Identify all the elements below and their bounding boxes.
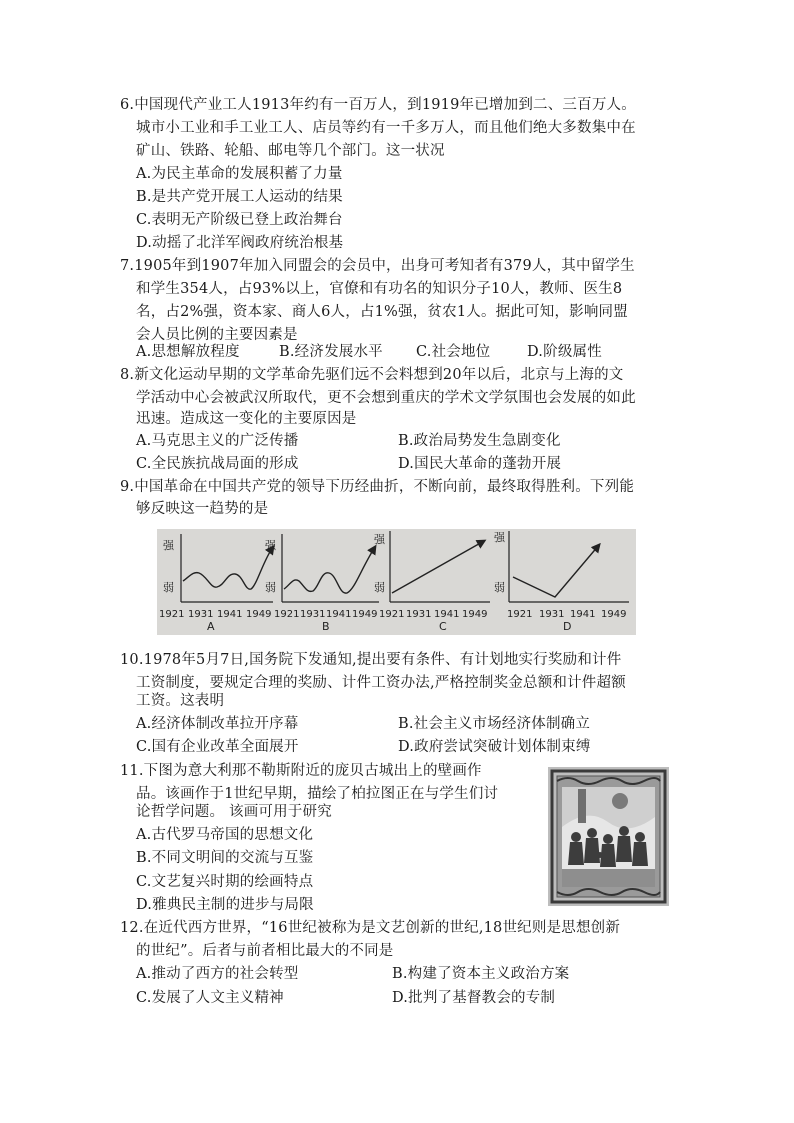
q12-stem-line-2: 的世纪”。后者与前者相比最大的不同是 xyxy=(136,943,394,959)
panel-b-tick-1931: 1931 xyxy=(300,609,326,620)
panel-b-letter: B xyxy=(322,620,330,633)
q6-stem-line-1: 6.中国现代产业工人1913年约有一百万人，到1919年已增加到二、三百万人。 xyxy=(120,97,636,113)
panel-c-strong-label: 强 xyxy=(374,533,385,546)
q8-stem-line-2: 学活动中心会被武汉所取代，更不会想到重庆的学术文学氛围也会发展的如此 xyxy=(136,390,636,406)
q9-stem-line-1: 9.中国革命在中国共产党的领导下历经曲折，不断向前，最终取得胜利。下列能 xyxy=(120,479,635,495)
q9-trend-figure xyxy=(157,529,636,635)
q11-option-d[interactable]: D.雅典民主制的进步与局限 xyxy=(136,897,314,913)
q10-option-b[interactable]: B.社会主义市场经济体制确立 xyxy=(398,716,591,732)
q10-option-a[interactable]: A.经济体制改革拉开序幕 xyxy=(136,716,299,732)
q8-option-d[interactable]: D.国民大革命的蓬勃开展 xyxy=(398,456,562,472)
q9-panel-a[interactable] xyxy=(159,534,273,633)
q8-stem-line-1: 8.新文化运动早期的文学革命先驱们远不会料想到20年以后，北京与上海的文 xyxy=(120,367,624,383)
panel-a-tick-1949: 1949 xyxy=(246,609,272,620)
panel-c-tick-1941: 1941 xyxy=(434,609,460,620)
panel-d-tick-1921: 1921 xyxy=(507,609,533,620)
q9-panel-d[interactable] xyxy=(494,531,629,633)
panel-b-tick-1921: 1921 xyxy=(274,609,300,620)
q11-option-c[interactable]: C.文艺复兴时期的绘画特点 xyxy=(136,874,314,890)
panel-d-tick-1949: 1949 xyxy=(601,609,627,620)
q6-stem-line-2: 城市小工业和手工业工人、店员等约有一千多万人，而且他们绝大多数集中在 xyxy=(136,120,636,136)
q11-stem-line-3: 论哲学问题。 该画可用于研究 xyxy=(136,804,332,820)
panel-d-letter: D xyxy=(563,620,572,633)
panel-d-weak-label: 弱 xyxy=(494,581,505,594)
q9-trend-svg xyxy=(157,529,636,635)
q7-option-a[interactable]: A.思想解放程度 xyxy=(136,344,240,360)
q6-option-b[interactable]: B.是共产党开展工人运动的结果 xyxy=(136,189,343,205)
panel-c-letter: C xyxy=(439,620,447,633)
q9-panel-b[interactable] xyxy=(265,534,379,633)
q6-stem-line-3: 矿山、铁路、轮船、邮电等几个部门。这一状况 xyxy=(136,143,445,159)
q7-stem-line-3: 名，占2%强，资本家、商人6人，占1%强，贫农1人。据此可知，影响同盟 xyxy=(136,304,628,320)
q8-option-b[interactable]: B.政治局势发生急剧变化 xyxy=(398,433,561,449)
q8-stem-line-3: 迅速。造成这一变化的主要原因是 xyxy=(136,411,357,427)
panel-a-letter: A xyxy=(207,620,215,633)
q9-panel-c[interactable] xyxy=(374,531,490,633)
panel-c-tick-1931: 1931 xyxy=(406,609,432,620)
q10-option-d[interactable]: D.政府尝试突破计划体制束缚 xyxy=(398,739,591,755)
q6-option-c[interactable]: C.表明无产阶级已登上政治舞台 xyxy=(136,212,343,228)
q7-option-b[interactable]: B.经济发展水平 xyxy=(279,344,383,360)
q11-option-a[interactable]: A.古代罗马帝国的思想文化 xyxy=(136,827,314,843)
q11-fresco-image xyxy=(548,767,669,906)
q10-stem-line-2: 工资制度，要规定合理的奖励、计件工资办法,严格控制奖金总额和计件超额 xyxy=(136,675,626,691)
q8-option-a[interactable]: A.马克思主义的广泛传播 xyxy=(136,433,299,449)
panel-b-weak-label: 弱 xyxy=(265,581,276,594)
q7-option-d[interactable]: D.阶级属性 xyxy=(527,344,602,360)
fresco-illustration xyxy=(548,767,669,906)
q11-option-b[interactable]: B.不同文明间的交流与互鉴 xyxy=(136,850,314,866)
panel-a-curve xyxy=(183,547,273,589)
q10-stem-line-1: 10.1978年5月7日,国务院下发通知,提出要有条件、有计划地实行奖励和计件 xyxy=(120,652,622,668)
panel-a-weak-label: 弱 xyxy=(163,581,174,594)
q12-option-d[interactable]: D.批判了基督教会的专制 xyxy=(392,990,556,1006)
panel-a-tick-1931: 1931 xyxy=(188,609,214,620)
panel-d-tick-1931: 1931 xyxy=(539,609,565,620)
panel-a-strong-label: 强 xyxy=(163,539,174,552)
q7-stem-line-2: 和学生354人，占93%以上，官僚和有功名的知识分子10人，教师、医生8 xyxy=(136,281,623,297)
q7-option-c[interactable]: C.社会地位 xyxy=(416,344,491,360)
panel-c-weak-label: 弱 xyxy=(374,581,385,594)
q12-option-c[interactable]: C.发展了人文主义精神 xyxy=(136,990,284,1006)
panel-a-tick-1941: 1941 xyxy=(217,609,243,620)
q11-stem-line-1: 11.下图为意大利那不勒斯附近的庞贝古城出上的壁画作 xyxy=(120,763,482,779)
panel-d-line xyxy=(513,545,599,597)
panel-c-line xyxy=(392,541,484,593)
panel-d-tick-1941: 1941 xyxy=(570,609,596,620)
q6-option-d[interactable]: D.动摇了北洋军阀政府统治根基 xyxy=(136,235,344,251)
panel-a-tick-1921: 1921 xyxy=(159,609,185,620)
panel-b-tick-1941: 1941 xyxy=(326,609,352,620)
q11-stem-line-2: 品。该画作于1世纪早期，描绘了柏拉图正在与学生们讨 xyxy=(136,786,499,802)
q12-option-b[interactable]: B.构建了资本主义政治方案 xyxy=(392,966,570,982)
q7-stem-line-4: 会人员比例的主要因素是 xyxy=(136,327,298,343)
panel-b-curve xyxy=(284,547,375,593)
panel-d-strong-label: 强 xyxy=(494,531,505,544)
q12-stem-line-1: 12.在近代西方世界，“16世纪被称为是文艺创新的世纪,18世纪则是思想创新 xyxy=(120,920,621,936)
q8-option-c[interactable]: C.全民族抗战局面的形成 xyxy=(136,456,299,472)
q7-stem-line-1: 7.1905年到1907年加入同盟会的会员中，出身可考知者有379人，其中留学生 xyxy=(120,258,635,274)
panel-b-strong-label: 强 xyxy=(265,539,276,552)
q9-stem-line-2: 够反映这一趋势的是 xyxy=(136,501,269,517)
q10-stem-line-3: 工资。这表明 xyxy=(136,693,225,709)
panel-b-tick-1949: 1949 xyxy=(352,609,378,620)
q6-option-a[interactable]: A.为民主革命的发展积蓄了力量 xyxy=(136,166,343,182)
q10-option-c[interactable]: C.国有企业改革全面展开 xyxy=(136,739,299,755)
panel-c-tick-1921: 1921 xyxy=(379,609,405,620)
q12-option-a[interactable]: A.推动了西方的社会转型 xyxy=(136,966,299,982)
panel-c-tick-1949: 1949 xyxy=(462,609,488,620)
